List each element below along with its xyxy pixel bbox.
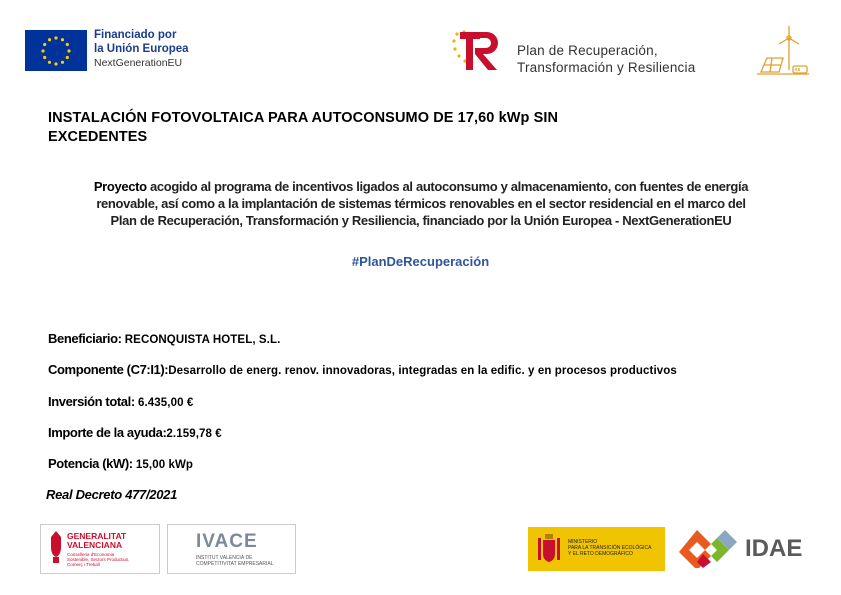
- eu-flag-icon: [25, 30, 87, 71]
- idae-logo: [677, 526, 817, 570]
- eu-funding-text: [94, 28, 189, 70]
- gva-logo: [40, 524, 160, 574]
- wind-solar-icon: [755, 24, 811, 78]
- project-title: [48, 109, 748, 147]
- description-line-2: renovable, así como a la implantación de sistemas térmicos renovables en el sector residencial en el marco del: [96, 196, 746, 211]
- hashtag: #PlanDeRecuperación: [351, 254, 490, 269]
- ivace-sub-1: INSTITUT VALENCIÀ DE: [196, 555, 253, 561]
- project-description: [40, 178, 802, 229]
- eu-line-2: la Unión Europea: [94, 43, 189, 55]
- ivace-sub-2: COMPETITIVITAT EMPRESARIAL: [196, 561, 274, 567]
- real-decreto: Real Decreto 477/2021: [46, 487, 178, 502]
- potencia-row: [48, 456, 193, 471]
- componente-label: Componente (C7:I1):: [48, 362, 169, 377]
- ayuda-value: 2.159,78 €: [166, 428, 222, 440]
- gva-sub-3: Comerç i Treball: [67, 562, 100, 567]
- idae-name: IDAE: [745, 535, 803, 562]
- ivace-name: IVACE: [196, 531, 258, 552]
- eu-line-1: Financiado por: [94, 29, 177, 41]
- inversion-row: [48, 394, 193, 409]
- gva-sub-2: Sostenible, Sectors Productius,: [67, 557, 130, 562]
- ministerio-line-2: PARA LA TRANSICIÓN ECOLÓGICA: [568, 545, 652, 551]
- idae-logo-icon: [677, 528, 741, 568]
- gva-sub-1: Conselleria d'Economia: [67, 552, 115, 557]
- title-line-2: EXCEDENTES: [48, 129, 148, 145]
- componente-row: [48, 362, 677, 377]
- beneficiario-label: Beneficiario:: [48, 331, 122, 346]
- ayuda-row: [48, 425, 222, 440]
- componente-value: Desarrollo de energ. renov. innovadoras, integradas en la edific. y en procesos productivos: [168, 365, 677, 377]
- prtr-line-2: Transformación y Resiliencia: [517, 60, 696, 75]
- description-line-3: Plan de Recuperación, Transformación y Resiliencia, financiado por la Unión Europea - NextGenerationEU: [110, 213, 732, 228]
- prtr-text: [517, 42, 695, 76]
- beneficiario-value: RECONQUISTA HOTEL, S.L.: [124, 334, 281, 346]
- gva-line-1: GENERALITAT: [67, 531, 127, 541]
- description-line-1-rest: acogido al programa de incentivos ligados al autoconsumo y almacenamiento, con fuentes de energía: [146, 179, 749, 194]
- beneficiario-row: [48, 331, 280, 346]
- ministerio-line-1: MINISTERIO: [568, 539, 598, 545]
- ministerio-line-3: Y EL RETO DEMOGRÁFICO: [568, 551, 633, 557]
- inversion-value: 6.435,00 €: [138, 397, 194, 409]
- ministerio-logo: [528, 527, 665, 571]
- prtr-logo-icon: [451, 28, 503, 74]
- spain-coat-of-arms-icon: [536, 532, 562, 566]
- ivace-logo: [167, 524, 296, 574]
- title-line-1: INSTALACIÓN FOTOVOLTAICA PARA AUTOCONSUMO DE 17,60 kWp SIN: [48, 110, 559, 126]
- potencia-label: Potencia (kW):: [48, 456, 133, 471]
- description-first-word: Proyecto: [93, 179, 147, 194]
- gva-line-2: VALENCIANA: [67, 540, 123, 550]
- gva-logo-icon: [49, 531, 63, 565]
- inversion-label: Inversión total:: [48, 394, 135, 409]
- eu-line-3: NextGenerationEU: [94, 57, 183, 69]
- prtr-line-1: Plan de Recuperación,: [517, 43, 658, 58]
- ayuda-label: Importe de la ayuda:: [48, 425, 167, 440]
- description-line-1: [40, 178, 802, 195]
- potencia-value: 15,00 kWp: [135, 459, 194, 471]
